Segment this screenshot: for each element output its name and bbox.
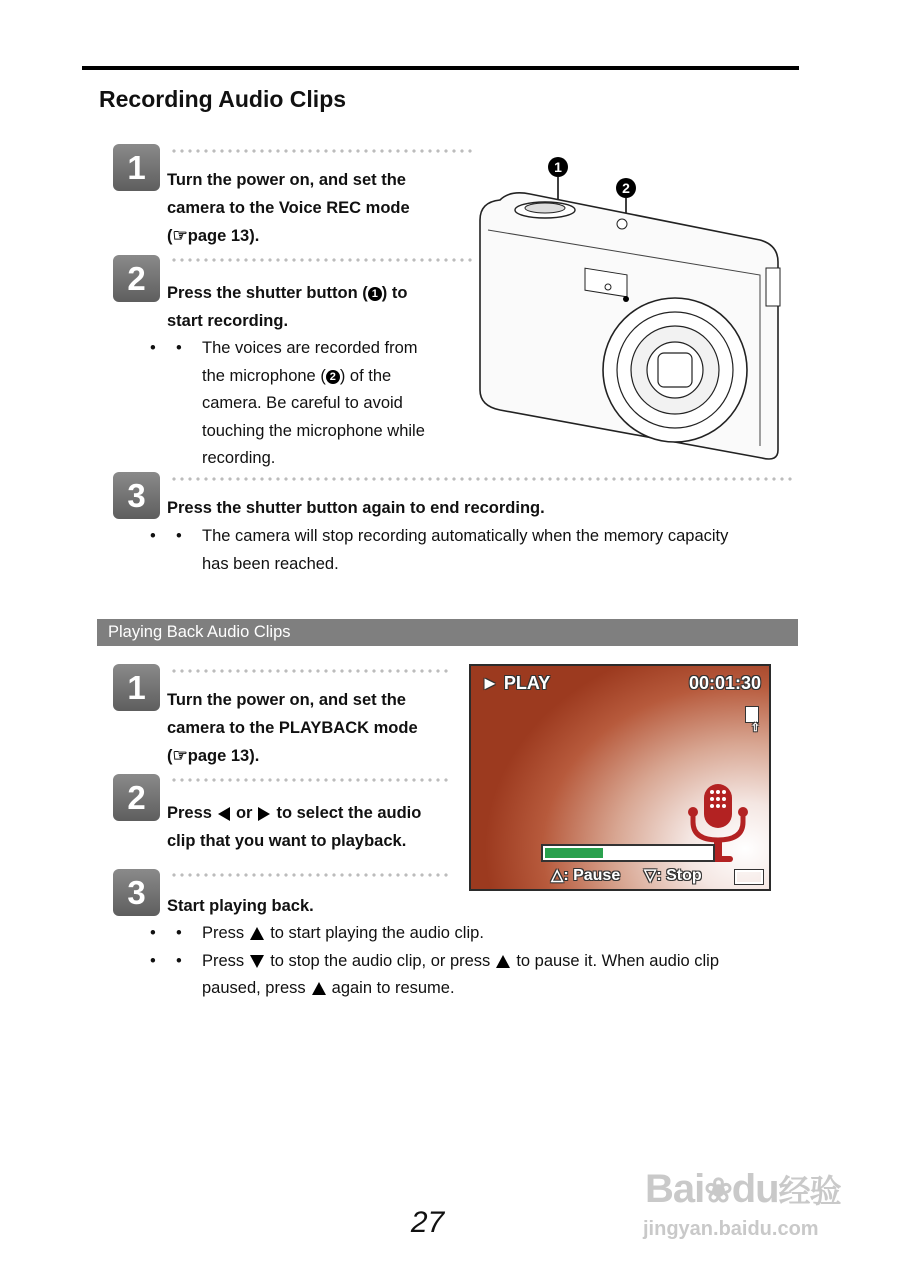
step-1-text: Turn the power on, and set the camera to the Voice REC mode (☞page 13).	[167, 167, 467, 251]
hand-pointer-icon: ☞	[172, 226, 188, 245]
watermark-logo: Bai❀du经验	[645, 1167, 841, 1211]
step-1-badge: 1	[113, 144, 160, 191]
callout-2: 2	[622, 180, 630, 196]
step-3-text: Start playing back.	[167, 897, 314, 915]
dotted-divider	[170, 778, 450, 782]
up-arrow-icon	[250, 927, 264, 940]
dotted-divider	[170, 149, 476, 153]
step-3-badge: 3	[113, 869, 160, 916]
pause-hint: △: Pause	[551, 867, 621, 884]
step-3-bullet: • • The camera will stop recording automatically when the memory capacity has been reached.	[202, 523, 792, 578]
step-2-badge: 2	[113, 255, 160, 302]
top-rule	[82, 66, 799, 70]
camera-illustration	[470, 150, 790, 460]
hand-pointer-icon: ☞	[172, 746, 188, 765]
marker-1-icon: 1	[368, 287, 382, 301]
step-1-badge: 1	[113, 664, 160, 711]
dotted-divider	[170, 873, 450, 877]
step-3-bullets: • • Press to start playing the audio clip. • • Press to stop the audio clip, or press to pause it. When audio clip paused, press again to resume.	[202, 920, 802, 1003]
dotted-divider	[170, 669, 450, 673]
marker-2-icon: 2	[326, 370, 340, 384]
right-arrow-icon	[258, 807, 270, 821]
dotted-divider	[170, 477, 796, 481]
elapsed-time: 00:01:30	[688, 673, 761, 693]
battery-icon	[735, 870, 763, 884]
step-2-bullet: • • The voices are recorded from the microphone ( 2 ) of the camera. Be careful to avoid touching the microphone while recording.	[202, 335, 462, 473]
section-header: Playing Back Audio Clips	[97, 619, 798, 646]
playback-progress-fill	[545, 848, 603, 858]
upload-icon: ⇧	[750, 722, 760, 734]
up-arrow-icon	[496, 955, 510, 968]
callout-1: 1	[554, 159, 562, 175]
up-arrow-icon	[312, 982, 326, 995]
up-arrow-icon: △	[551, 867, 564, 884]
step-2-badge: 2	[113, 774, 160, 821]
play-icon: ►	[481, 673, 499, 693]
down-arrow-icon: ▽	[644, 867, 657, 884]
step-2-text: Press the shutter button ( 1 ) to start recording.	[167, 284, 408, 330]
step-3-badge: 3	[113, 472, 160, 519]
play-indicator: ► PLAY	[481, 673, 551, 693]
page-title: Recording Audio Clips	[99, 86, 347, 112]
left-arrow-icon	[218, 807, 230, 821]
down-arrow-icon	[250, 955, 264, 968]
dotted-divider	[170, 258, 476, 262]
stop-hint: ▽: Stop	[644, 867, 702, 884]
playback-progress-bar	[541, 844, 715, 862]
camera-lcd-screen	[469, 664, 771, 891]
watermark-url: jingyan.baidu.com	[643, 1218, 819, 1240]
step-3-text: Press the shutter button again to end recording.	[167, 499, 545, 517]
page-number: 27	[410, 1206, 445, 1239]
paw-icon: ❀	[704, 1172, 732, 1210]
step-2-text: Press or to select the audio clip that you want to playback.	[167, 804, 422, 850]
step-1-text: Turn the power on, and set the camera to the PLAYBACK mode (☞page 13).	[167, 687, 462, 771]
